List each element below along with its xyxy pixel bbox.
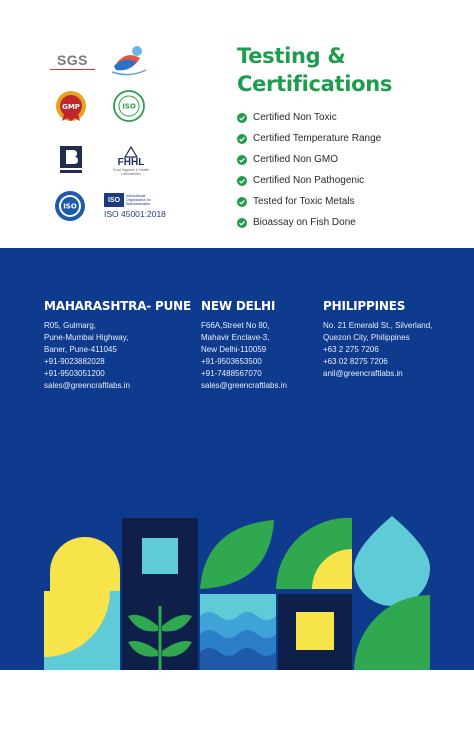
aibbro-logo <box>58 145 84 175</box>
list-item-text: Certified Temperature Range <box>253 133 382 144</box>
check-circle-icon <box>237 218 247 228</box>
address-line: Baner, Pune-411045 <box>44 345 117 354</box>
list-item-text: Tested for Toxic Metals <box>253 196 355 207</box>
fish-logo <box>110 42 150 80</box>
list-item <box>237 149 381 170</box>
certifications-section <box>0 0 474 248</box>
list-item-text: Certified Non Pathogenic <box>253 175 365 186</box>
office-pune <box>44 299 191 392</box>
office-title: NEW DELHI <box>201 299 276 313</box>
address-line: New Delhi-110059 <box>201 345 267 354</box>
email-link[interactable]: sales@greencraftlabs.in <box>44 381 130 390</box>
list-item <box>237 107 381 128</box>
list-item <box>237 191 381 212</box>
iso45-box: ISO <box>104 193 124 207</box>
email-link[interactable]: sales@greencraftlabs.in <box>201 381 287 390</box>
bottom-white-strip <box>0 670 474 730</box>
check-circle-icon <box>237 134 247 144</box>
list-item <box>237 170 381 191</box>
sgs-logo <box>50 50 95 70</box>
certification-list <box>237 107 381 233</box>
phone-link[interactable]: +63 2 275 7206 <box>323 345 379 354</box>
office-title: MAHARASHTRA- PUNE <box>44 299 192 313</box>
iso-certified-text: ISO <box>122 102 136 111</box>
iso-45001-logo <box>104 190 164 222</box>
office-title: PHILIPPINES <box>323 299 406 313</box>
address-line: No. 21 Emerald St., Silverland, <box>323 321 433 330</box>
phone-link[interactable]: +91-7488567070 <box>201 369 262 378</box>
green-arc-shape <box>354 595 430 670</box>
iso45-number: ISO 45001:2018 <box>104 209 166 219</box>
phone-link[interactable]: +91-9503051200 <box>44 369 105 378</box>
list-item-text: Certified Non GMO <box>253 154 339 165</box>
address-line: Quezon City, Philippines <box>323 333 410 342</box>
iso-round-text: ISO <box>63 202 77 211</box>
testing-title <box>237 42 392 98</box>
cyan-square-shape <box>142 538 178 574</box>
list-item <box>237 128 381 149</box>
contact-section <box>0 248 474 670</box>
list-item-text: Bioassay on Fish Done <box>253 217 356 228</box>
check-circle-icon <box>237 155 247 165</box>
gmp-badge-icon <box>55 90 87 122</box>
iso-certified-badge-icon <box>113 90 145 122</box>
green-leaf-shape <box>200 520 274 589</box>
check-circle-icon <box>237 176 247 186</box>
check-circle-icon <box>237 197 247 207</box>
yellow-square-shape <box>296 612 334 650</box>
address-line: R05, Gulmarg, <box>44 321 97 330</box>
address-line: F66A,Street No 80, <box>201 321 270 330</box>
phone-link[interactable]: +91-9023882028 <box>44 357 105 366</box>
email-link[interactable]: anil@greencraftlabs.in <box>323 369 403 378</box>
title-line-1: Testing & <box>237 44 346 68</box>
check-circle-icon <box>237 113 247 123</box>
phone-link[interactable]: +91-9503653500 <box>201 357 262 366</box>
address-line: Mahavir Enclave-3, <box>201 333 270 342</box>
iso45-org: International Organization for Standardization <box>126 194 151 206</box>
fhhl-text: FHHL <box>117 157 145 168</box>
list-item <box>237 212 381 233</box>
sgs-logo-text: SGS <box>56 51 89 68</box>
iso-round-badge-icon <box>54 190 86 222</box>
cyan-drop-shape <box>354 516 430 606</box>
list-item-text: Certified Non Toxic <box>253 112 337 123</box>
office-philippines <box>323 299 432 380</box>
office-delhi <box>201 299 287 392</box>
gmp-text: GMP <box>62 103 80 111</box>
phone-link[interactable]: +63 02 8275 7206 <box>323 357 388 366</box>
title-line-2: Certifications <box>237 72 393 96</box>
fhhl-logo <box>112 143 150 179</box>
fhhl-subtext: Food Hygiene & Health Laboratories <box>112 168 150 176</box>
decorative-artwork <box>0 516 474 670</box>
address-line: Pune-Mumbai Highway, <box>44 333 129 342</box>
